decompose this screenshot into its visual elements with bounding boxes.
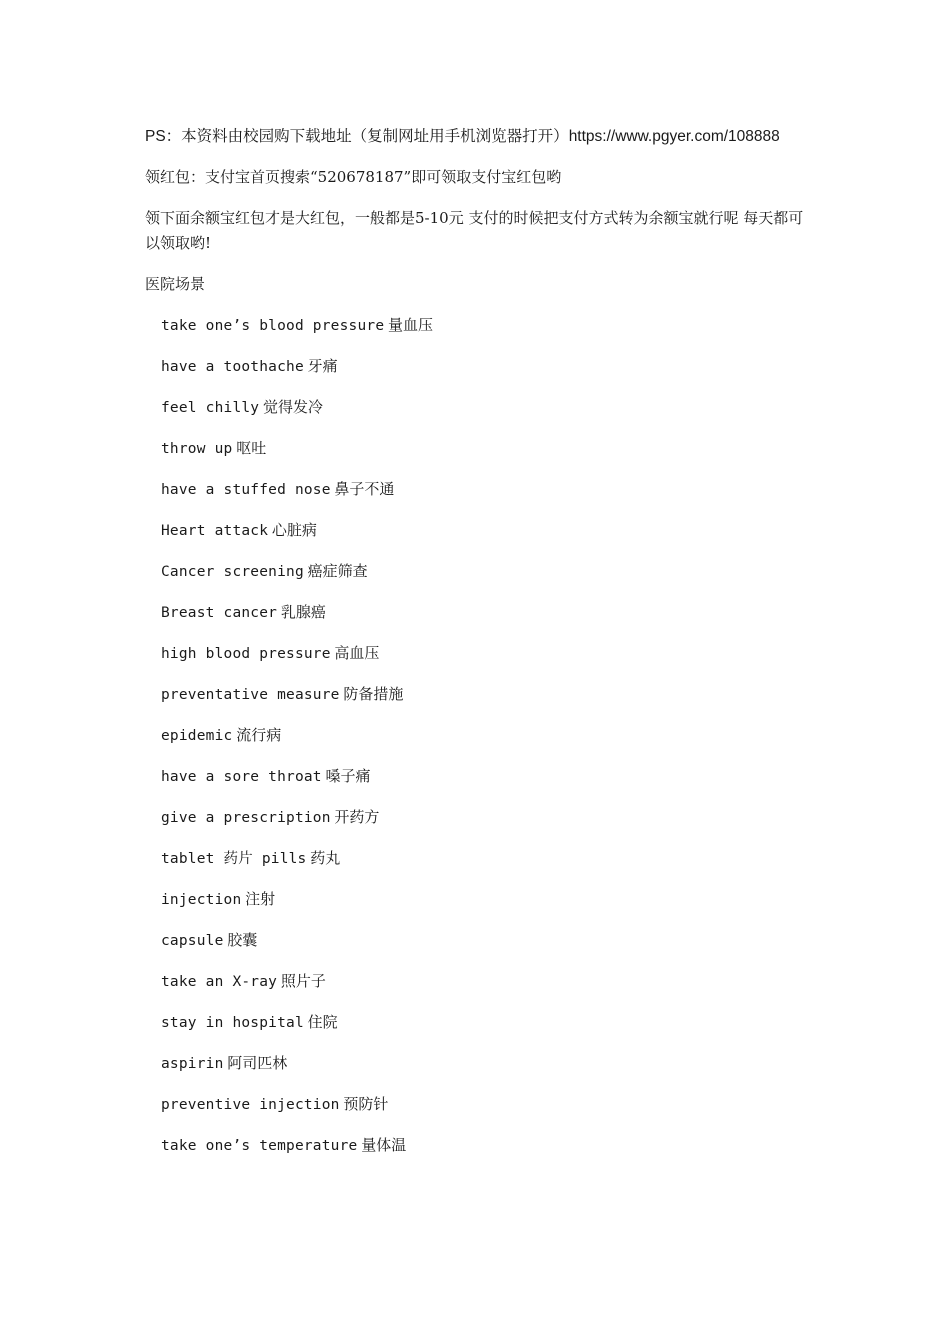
vocab-item — [145, 1092, 805, 1133]
vocab-chinese: 牙痛 — [307, 357, 338, 375]
vocab-item — [145, 682, 805, 723]
vocab-chinese: 量血压 — [388, 316, 434, 334]
vocab-english: Cancer screening — [161, 564, 304, 580]
vocab-chinese: 阿司匹林 — [227, 1054, 288, 1072]
section-title: 医院场景 — [145, 275, 206, 293]
vocab-chinese: 觉得发冷 — [262, 398, 323, 416]
vocab-chinese: 高血压 — [334, 644, 380, 662]
vocab-item — [145, 395, 805, 436]
vocab-english: have a sore throat — [161, 769, 322, 785]
download-url[interactable]: https://www.pgyer.com/108888 — [568, 128, 780, 145]
download-notice-text: PS：本资料由校园购下载地址（复制网址用手机浏览器打开） — [145, 128, 569, 145]
vocab-item — [145, 846, 805, 887]
vocab-english: preventative measure — [161, 687, 340, 703]
vocab-item — [145, 1133, 805, 1174]
vocab-english: Heart attack — [161, 523, 269, 539]
vocab-english: tablet 药片 pills — [161, 851, 307, 867]
vocab-english: Breast cancer — [161, 605, 278, 621]
vocab-item — [145, 928, 805, 969]
vocab-english: capsule — [161, 933, 224, 949]
vocab-chinese: 住院 — [307, 1013, 338, 1031]
vocab-item — [145, 313, 805, 354]
vocab-item — [145, 436, 805, 477]
vocab-english: have a stuffed nose — [161, 482, 331, 498]
vocab-chinese: 药丸 — [310, 849, 341, 867]
vocab-item — [145, 723, 805, 764]
vocab-chinese: 防备措施 — [343, 685, 404, 703]
vocab-chinese: 流行病 — [236, 726, 282, 744]
document-body — [145, 124, 805, 1174]
vocab-chinese: 呕吐 — [236, 439, 267, 457]
red-packet-notice: 领红包：支付宝首页搜索“520678187”即可领取支付宝红包哟 — [145, 168, 562, 186]
vocab-item — [145, 805, 805, 846]
vocab-chinese: 乳腺癌 — [280, 603, 326, 621]
vocab-english: take one’s blood pressure — [161, 318, 385, 334]
vocab-english: feel chilly — [161, 400, 260, 416]
vocab-english: epidemic — [161, 728, 233, 744]
vocab-item — [145, 764, 805, 805]
vocab-chinese: 嗓子痛 — [325, 767, 371, 785]
vocab-chinese: 预防针 — [343, 1095, 389, 1113]
vocab-item — [145, 354, 805, 395]
vocab-english: have a toothache — [161, 359, 304, 375]
vocab-item — [145, 559, 805, 600]
vocab-item — [145, 518, 805, 559]
vocab-chinese: 癌症筛查 — [307, 562, 368, 580]
vocab-item — [145, 477, 805, 518]
vocab-item — [145, 1051, 805, 1092]
vocab-item — [145, 1010, 805, 1051]
vocab-item — [145, 887, 805, 928]
vocab-chinese: 量体温 — [361, 1136, 407, 1154]
vocab-item — [145, 600, 805, 641]
vocab-chinese: 开药方 — [334, 808, 380, 826]
vocab-chinese: 注射 — [245, 890, 276, 908]
vocab-list — [145, 313, 805, 1174]
vocab-english: throw up — [161, 441, 233, 457]
vocab-english: give a prescription — [161, 810, 331, 826]
vocab-english: aspirin — [161, 1056, 224, 1072]
download-notice — [145, 124, 805, 149]
vocab-chinese: 心脏病 — [271, 521, 317, 539]
yuebao-notice: 领下面余额宝红包才是大红包，一般都是5-10元 支付的时候把支付方式转为余额宝就行呢 每天都可以领取哟! — [145, 209, 804, 252]
vocab-chinese: 照片子 — [280, 972, 326, 990]
vocab-english: preventive injection — [161, 1097, 340, 1113]
vocab-english: stay in hospital — [161, 1015, 304, 1031]
vocab-english: take an X-ray — [161, 974, 278, 990]
vocab-english: take one’s temperature — [161, 1138, 358, 1154]
vocab-english: injection — [161, 892, 242, 908]
vocab-chinese: 鼻子不通 — [334, 480, 395, 498]
vocab-item — [145, 969, 805, 1010]
vocab-english: high blood pressure — [161, 646, 331, 662]
vocab-item — [145, 641, 805, 682]
vocab-chinese: 胶囊 — [227, 931, 258, 949]
